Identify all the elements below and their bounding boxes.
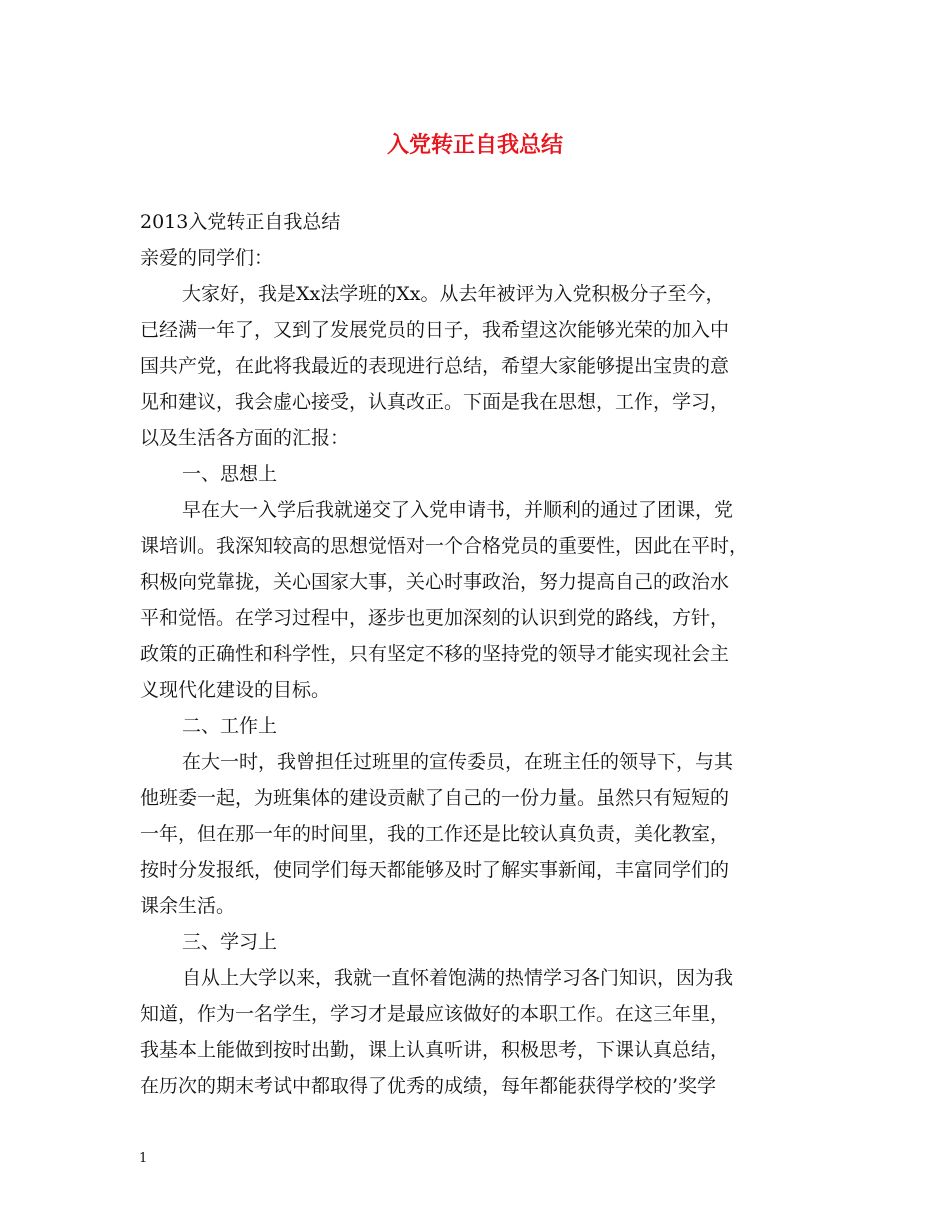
- paragraph-line: 已经满一年了，又到了发展党员的日子，我希望这次能够光荣的加入中: [140, 319, 730, 341]
- paragraph-line: 在大一时，我曾担任过班里的宣传委员，在班主任的领导下，与其: [182, 751, 734, 773]
- paragraph-line: 义现代化建设的目标。: [140, 679, 331, 701]
- paragraph-line: 我基本上能做到按时出勤，课上认真听讲，积极思考，下课认真总结，: [140, 1039, 730, 1061]
- paragraph-line: 政策的正确性和科学性，只有坚定不移的坚持党的领导才能实现社会主: [140, 643, 730, 665]
- subtitle-line: 2013入党转正自我总结: [140, 211, 341, 233]
- paragraph-line: 大家好，我是Xx法学班的Xx。从去年被评为入党积极分子至今，: [182, 283, 725, 305]
- paragraph-line: 国共产党，在此将我最近的表现进行总结，希望大家能够提出宝贵的意: [140, 355, 730, 377]
- paragraph-line: 知道，作为一名学生，学习才是最应该做好的本职工作。在这三年里，: [140, 1003, 730, 1025]
- paragraph-line: 在历次的期末考试中都取得了优秀的成绩，每年都能获得学校的’奖学: [140, 1075, 717, 1097]
- salutation-line: 亲爱的同学们：: [140, 247, 274, 269]
- paragraph-line: 他班委一起，为班集体的建设贡献了自己的一份力量。虽然只有短短的: [140, 787, 730, 809]
- paragraph-line: 自从上大学以来，我就一直怀着饱满的热情学习各门知识，因为我: [182, 967, 734, 989]
- paragraph-line: 积极向党靠拢，关心国家大事，关心时事政治，努力提高自己的政治水: [140, 571, 730, 593]
- paragraph-line: 一年，但在那一年的时间里，我的工作还是比较认真负责，美化教室，: [140, 823, 730, 845]
- paragraph-line: 以及生活各方面的汇报：: [140, 427, 350, 449]
- paragraph-line: 早在大一入学后我就递交了入党申请书，并顺利的通过了团课，党: [182, 499, 734, 521]
- page-number: 1: [139, 1151, 148, 1166]
- paragraph-line: 课余生活。: [140, 895, 236, 917]
- paragraph-line: 平和觉悟。在学习过程中，逐步也更加深刻的认识到党的路线，方针，: [140, 607, 730, 629]
- document-body: [140, 204, 820, 1104]
- section-heading-thought: 一、思想上: [182, 463, 278, 485]
- section-heading-work: 二、工作上: [182, 715, 278, 737]
- paragraph-line: 见和建议，我会虚心接受，认真改正。下面是我在思想，工作，学习，: [140, 391, 730, 413]
- paragraph-line: 按时分发报纸，使同学们每天都能够及时了解实事新闻，丰富同学们的: [140, 859, 730, 881]
- paragraph-line: 课培训。我深知较高的思想觉悟对一个合格党员的重要性，因此在平时，: [140, 535, 749, 557]
- section-heading-study: 三、学习上: [182, 931, 278, 953]
- document-title: 入党转正自我总结: [386, 133, 563, 158]
